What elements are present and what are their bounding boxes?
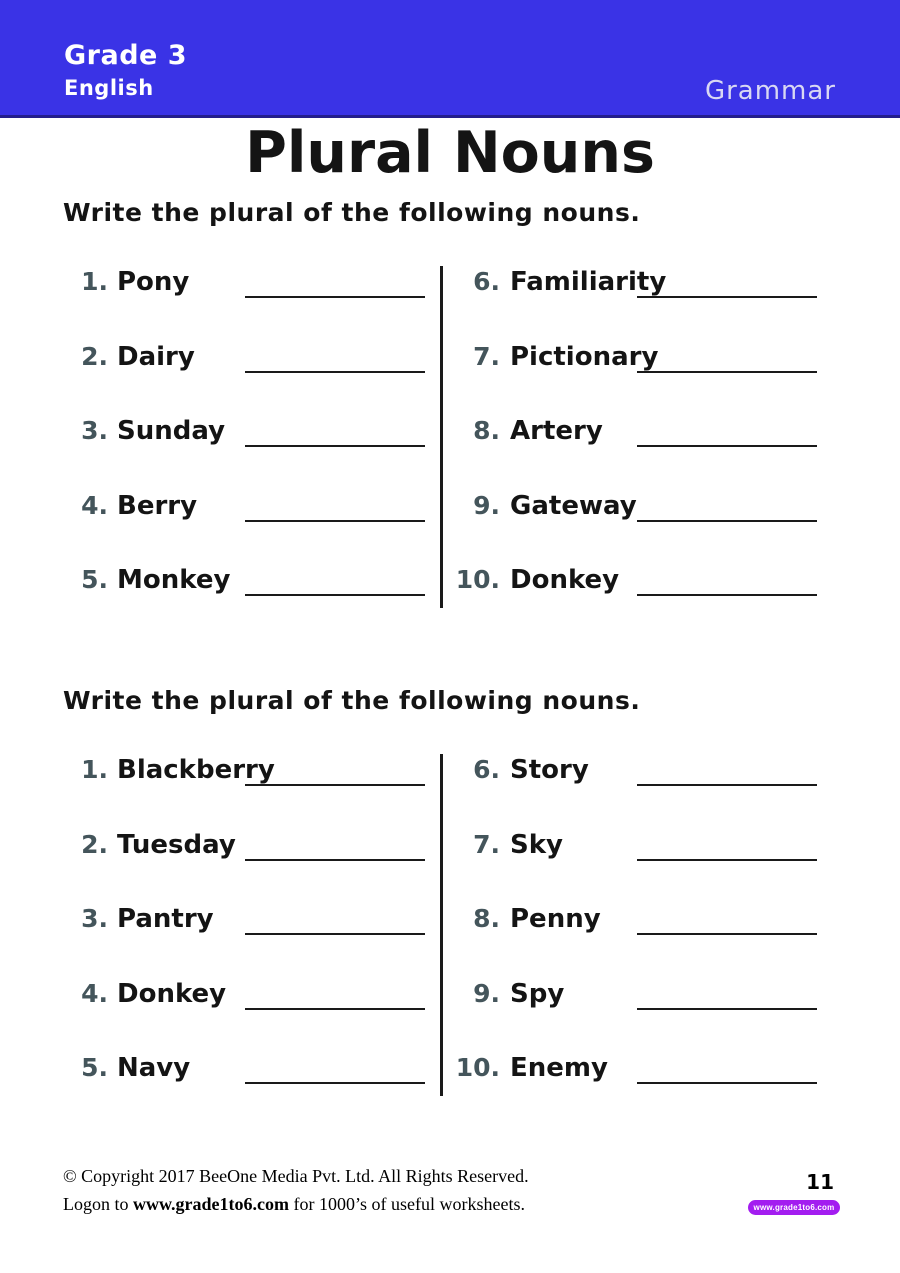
worksheet-item-row (60, 885, 426, 960)
item-number: 4. (81, 490, 108, 520)
worksheet-item-row (60, 736, 426, 811)
answer-blank (245, 268, 425, 298)
subject-label: English (64, 76, 154, 100)
category-label: Grammar (704, 76, 836, 106)
logon-prefix: Logon to (63, 1194, 133, 1214)
item-word: Story (510, 755, 589, 785)
item-number: 1. (81, 267, 108, 296)
instruction-text: Write the plural of the following nouns. (63, 686, 641, 715)
worksheet-item-row (450, 546, 818, 621)
worksheet-item-row (450, 323, 818, 398)
worksheet-item-row (60, 248, 426, 323)
answer-blank (637, 417, 817, 447)
answer-blank (637, 268, 817, 298)
worksheet-item-row (450, 736, 818, 811)
logon-text (63, 1194, 525, 1215)
item-number: 9. (473, 978, 500, 1008)
logon-suffix: for 1000’s of useful worksheets. (288, 1194, 525, 1214)
item-word: Artery (510, 416, 603, 446)
right-column (450, 248, 818, 621)
page-footer (0, 1158, 900, 1273)
item-word: Gateway (510, 490, 637, 521)
answer-blank (637, 831, 817, 861)
worksheet-item-row (60, 546, 426, 621)
answer-blank (637, 756, 817, 786)
page-title: Plural Nouns (245, 120, 655, 186)
item-number: 5. (81, 565, 108, 594)
item-number: 8. (473, 904, 500, 933)
worksheet-item-row (60, 472, 426, 547)
item-word: Donkey (117, 978, 227, 1009)
item-number: 6. (473, 267, 500, 296)
item-number: 3. (81, 904, 108, 933)
worksheet-item-row (60, 960, 426, 1035)
item-number: 2. (81, 829, 108, 859)
item-word: Pictionary (510, 341, 659, 372)
item-number: 6. (473, 755, 500, 784)
worksheet-item-row (60, 1034, 426, 1109)
worksheet-item-row (450, 248, 818, 323)
item-number: 10. (455, 565, 500, 594)
answer-blank (245, 343, 425, 373)
worksheet-item-row (450, 811, 818, 886)
worksheet-item-row (450, 1034, 818, 1109)
worksheet-item-row (450, 960, 818, 1035)
answer-blank (637, 566, 817, 596)
item-word: Blackberry (117, 755, 275, 785)
item-word: Familiarity (510, 267, 667, 297)
worksheet-item-row (60, 323, 426, 398)
answer-blank (245, 1054, 425, 1084)
item-word: Navy (117, 1053, 191, 1083)
site-badge: www.grade1to6.com (748, 1200, 840, 1215)
answer-blank (245, 492, 425, 522)
answer-blank (245, 831, 425, 861)
item-word: Sky (510, 829, 563, 860)
worksheet-item-row (450, 397, 818, 472)
item-number: 7. (473, 829, 500, 859)
item-number: 1. (81, 755, 108, 784)
answer-blank (637, 905, 817, 935)
answer-blank (245, 905, 425, 935)
item-number: 5. (81, 1053, 108, 1082)
item-number: 9. (473, 490, 500, 520)
item-word: Berry (117, 490, 198, 521)
item-word: Enemy (510, 1053, 608, 1083)
worksheet-item-row (60, 811, 426, 886)
exercise-rows (0, 248, 900, 623)
item-number: 10. (455, 1053, 500, 1082)
item-word: Spy (510, 978, 565, 1009)
answer-blank (637, 1054, 817, 1084)
item-word: Sunday (117, 416, 226, 446)
worksheet-item-row (450, 472, 818, 547)
worksheet-item-row (60, 397, 426, 472)
item-word: Monkey (117, 565, 231, 595)
item-number: 8. (473, 416, 500, 445)
header-band (0, 0, 900, 118)
answer-blank (245, 756, 425, 786)
item-number: 4. (81, 978, 108, 1008)
item-word: Pony (117, 267, 190, 297)
answer-blank (637, 980, 817, 1010)
item-word: Pantry (117, 904, 214, 934)
answer-blank (637, 492, 817, 522)
answer-blank (245, 417, 425, 447)
exercise-rows (0, 736, 900, 1111)
item-word: Donkey (510, 565, 620, 595)
answer-blank (245, 980, 425, 1010)
item-number: 7. (473, 341, 500, 371)
instruction-text: Write the plural of the following nouns. (63, 198, 641, 227)
grade-label: Grade 3 (64, 40, 188, 71)
item-number: 2. (81, 341, 108, 371)
site-url: www.grade1to6.com (133, 1194, 289, 1214)
item-word: Tuesday (117, 829, 236, 860)
item-word: Penny (510, 904, 601, 934)
left-column (60, 248, 426, 621)
worksheet-item-row (450, 885, 818, 960)
item-number: 3. (81, 416, 108, 445)
column-divider (440, 266, 443, 608)
copyright-text: © Copyright 2017 BeeOne Media Pvt. Ltd. All Rights Reserved. (63, 1166, 529, 1186)
answer-blank (637, 343, 817, 373)
page-number: 11 (806, 1170, 834, 1194)
answer-blank (245, 566, 425, 596)
right-column (450, 736, 818, 1109)
item-word: Dairy (117, 341, 195, 372)
column-divider (440, 754, 443, 1096)
left-column (60, 736, 426, 1109)
